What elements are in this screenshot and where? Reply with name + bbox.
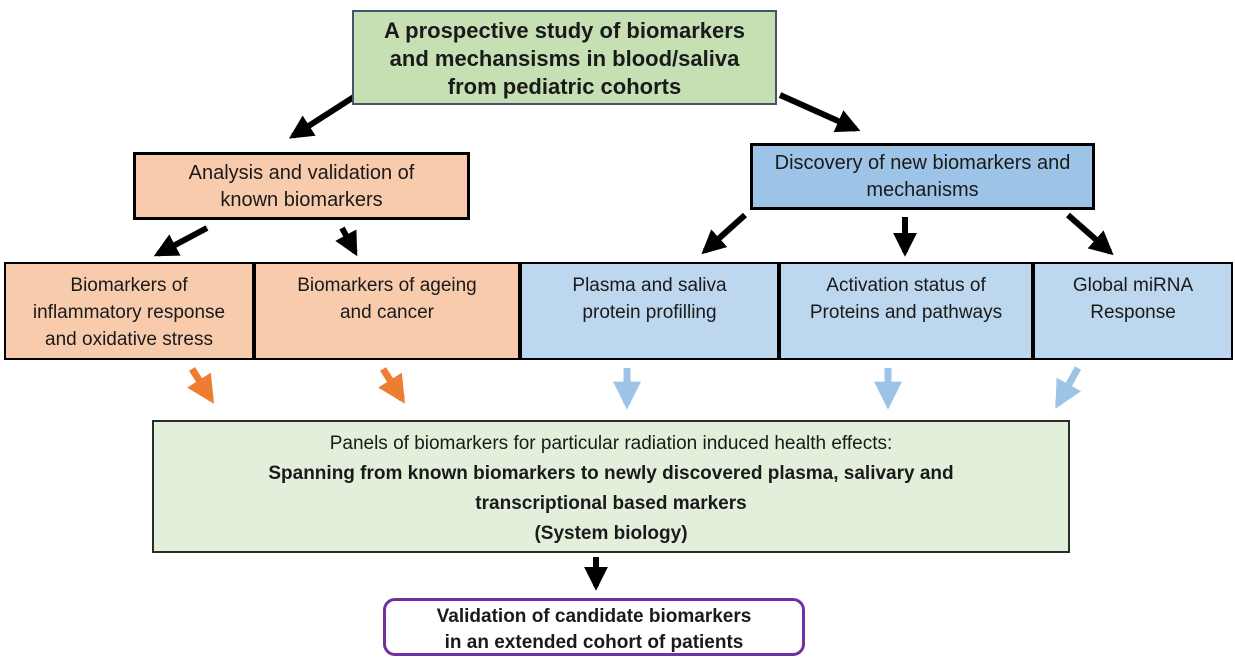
analysis-box-line: Analysis and validation of	[188, 162, 415, 184]
arrow-analysis-to-ageing	[342, 228, 355, 252]
activation-box-line: Proteins and pathways	[809, 302, 1003, 323]
panel-box-line: Spanning from known biomarkers to newly discovered plasma, salivary and	[268, 463, 954, 484]
activation-box-line: Activation status of	[826, 275, 986, 296]
panel-box-line: transcriptional based markers	[475, 493, 747, 514]
validation-box-line: Validation of candidate biomarkers	[436, 606, 752, 627]
analysis-validation-box	[133, 152, 470, 220]
arrow-mirna-to-panel	[1058, 368, 1078, 404]
activation-status-box	[779, 262, 1033, 360]
discovery-box-line: mechanisms	[866, 179, 979, 201]
inflammatory-biomarkers-box	[4, 262, 254, 360]
ageing-box-line: Biomarkers of ageing	[297, 275, 477, 296]
validation-cohort-box	[383, 598, 805, 656]
plasma-box-line: Plasma and saliva	[572, 275, 727, 296]
inflammatory-box-line: Biomarkers of	[70, 275, 188, 296]
discovery-box-line: Discovery of new biomarkers and	[774, 152, 1071, 174]
study-title-box	[352, 10, 777, 105]
arrow-inflammatory-to-panel	[192, 369, 211, 399]
inflammatory-box-line: inflammatory response	[32, 302, 226, 323]
plasma-saliva-profiling-box	[520, 262, 779, 360]
discovery-box	[750, 143, 1095, 210]
panel-box-line: (System biology)	[534, 523, 688, 544]
arrow-top-to-discovery	[780, 95, 856, 129]
global-mirna-box	[1033, 262, 1233, 360]
plasma-box-line: protein profilling	[582, 302, 717, 323]
arrow-top-to-analysis	[293, 93, 360, 136]
study-title-line: and mechansisms in blood/saliva	[389, 46, 740, 71]
arrow-discovery-to-plasma	[705, 215, 745, 251]
validation-box-line: in an extended cohort of patients	[444, 632, 744, 653]
ageing-cancer-biomarkers-box	[254, 262, 520, 360]
mirna-box-line: Global miRNA	[1072, 275, 1194, 296]
ageing-box-line: and cancer	[339, 302, 434, 323]
biomarker-panels-box	[152, 420, 1070, 553]
inflammatory-box-line: and oxidative stress	[45, 329, 213, 350]
study-title-line: from pediatric cohorts	[447, 74, 682, 99]
panel-box-line: Panels of biomarkers for particular radiation induced health effects:	[329, 433, 893, 454]
study-title-line: A prospective study of biomarkers	[383, 18, 746, 43]
arrow-ageing-to-panel	[383, 369, 402, 399]
arrow-analysis-to-inflammatory	[158, 228, 207, 254]
mirna-box-line: Response	[1090, 302, 1176, 323]
analysis-box-line: known biomarkers	[220, 189, 383, 211]
arrow-discovery-to-mirna	[1068, 215, 1110, 252]
